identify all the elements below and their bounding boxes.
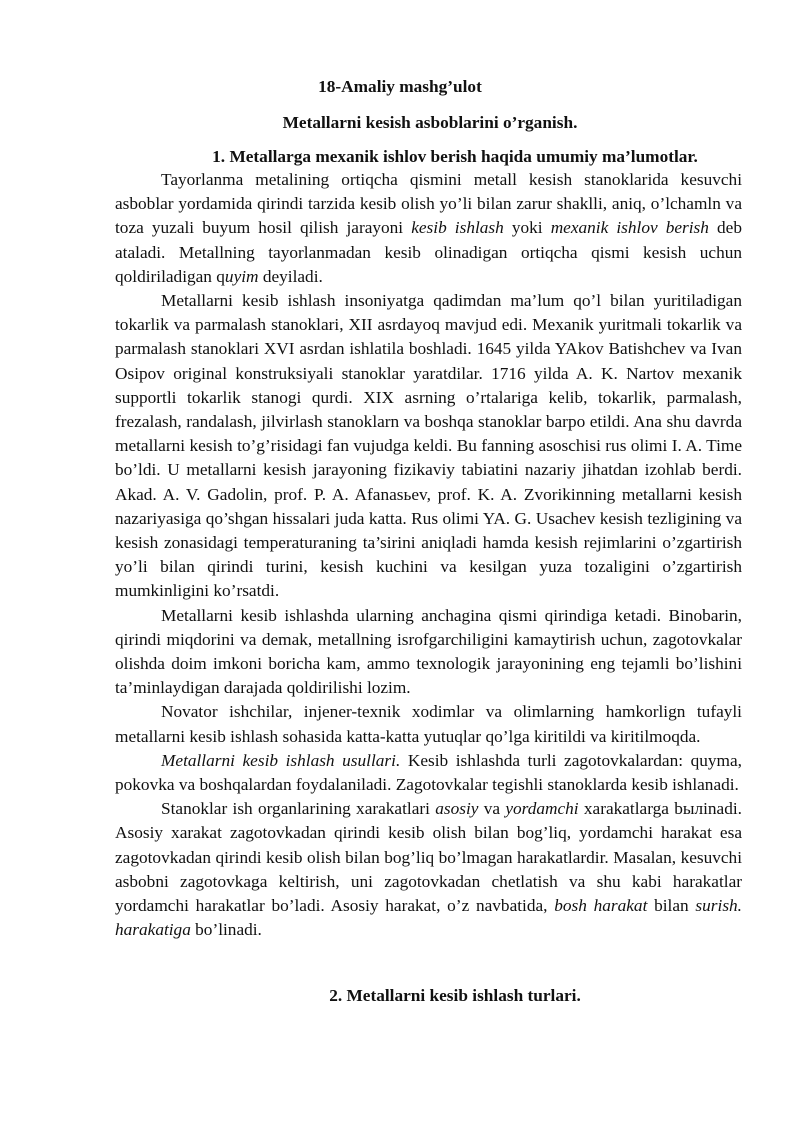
section-2-heading: 2. Metallarni kesib ishlash turlari. (329, 986, 581, 1005)
paragraph-3: Metallarni kesib ishlashda ularning anchagina qismi qirindiga ketadi. Binobarin, qirindi miqdorini va demak, metallning isrofgarchiligini kamaytirish uchun, zagotovkalar olishda doim imkoni boricha kam, ammo texnologik jarayonining eng tejamli bo’lishini ta’minlaydigan darajada qoldirilishi lozim. (115, 605, 742, 698)
paragraph-5 (115, 749, 742, 797)
term-uyim: uyim (224, 266, 259, 286)
p6-text-g: bilan (647, 896, 696, 916)
paragraph-2: Metallarni kesib ishlash insoniyatga qadimdan ma’lum qo’l bilan yuritiladigan tokarlik va parmalash stanoklari, XII asrdayoq mavjud edi. Mexanik yuritmali tokarlik va parmalash stanoklari XVI asrdan ishlatila boshladi. 1645 yilda YAkov Batishchev va Ivan Osipov original konstruksiyali stanoklar yaratdilar. 1716 yilda A. K. Nartov mexanik supportli tokarlik stanogi qurdi. XIX asrning o’rtalariga kelib, tokarlik, parmalash, frezalash, randalash, jilvirlash stanoklarn va boshqa stanoklar barpo etildi. Ana shu davrda metallarni kesish to’g’risidagi fan vujudga keldi. Bu fanning asoschisi rus olimi I. A. Time bo’ldi. U metallarni kesish jarayoning fizikaviy tabiatini nazariy jihatdan izohlab berdi. Akad. A. V. Gadolin, prof. P. A. Afanasьev, prof. K. A. Zvorikinning metallarni kesish nazariyasiga qo’shgan hissalari juda katta. Rus olimi YA. G. Usachev kesish tezligining va kesish zonasidagi temperaturaning ta’sirini aniqladi hamda kesish rejimlarini o’zgartirish yo’li bilan qirindi turini, kesish kuchini va kesilgan yuza tozaligini o’zgartirish mumkinligini ko’rsatdi. (115, 291, 742, 601)
term-kesib-ishlash-usullari: Metallarni kesib ishlash usullari. (161, 750, 401, 770)
term-surish-harakatiga: surish. harakatiga (115, 896, 743, 940)
p6-text-c: va (478, 799, 506, 819)
paragraph-6 (115, 797, 742, 942)
paragraph-4: Novator ishchilar, injener-texnik xodimlar va olimlarning hamkorlign tufayli metallarni kesib ishlash sohasida katta-katta yutuqlar qo’lga kiritildi va kiritilmoqda. (115, 702, 742, 746)
p1-text-g: deyiladi. (258, 266, 323, 286)
p6-text-a: Stanoklar ish organlarining xarakatlari (161, 799, 436, 819)
term-mexanik-ishlov-berish: mexanik ishlov berish (550, 218, 709, 238)
lesson-title: 18-Amaliy mashg’ulot (318, 77, 482, 96)
term-yordamchi: yordamchi (505, 799, 579, 819)
p5-text-b: Kesib ishlashda turli zagotovkalardan: quyma, pokovka va boshqalardan foydalaniladi. Zagotovkalar tegishli stanoklarda kesib ishlanadi. (115, 750, 742, 795)
p1-text-c: yoki (503, 218, 551, 238)
p6-text-i: bo’linadi. (190, 920, 262, 940)
p1-text-e: deb ataladi. Metallning tayorlanmadan kesib olinadigan ortiqcha qismi kesish uchun qoldiriladigan q (115, 218, 742, 286)
section-1-heading: 1. Metallarga mexanik ishlov berish haqida umumiy ma’lumotlar. (212, 147, 698, 166)
p1-text-a: Tayorlanma metalining ortiqcha qismini metall kesish stanoklarida kesuvchi asboblar yordamida qirindi tarzida kesib olish yo’li bilan zarur shaklli, aniq, o’lchamln va toza yuzali buyum hosil qilish jarayoni (115, 170, 742, 238)
term-kesib-ishlash: kesib ishlash (411, 218, 504, 238)
term-asosiy: asosiy (435, 799, 479, 819)
term-bosh-harakat: bosh harakat (554, 896, 648, 916)
p6-text-e: xarakatlarga bылinadi. Asosiy xarakat zagotovkadan qirindi kesib olish bilan bog’liq, yordamchi harakat esa zagotovkadan qirindi kesib olish bilan bog’liq bo’lmagan harakatlardir. Masalan, kesuvchi asbobni zagotovkaga keltirish, uni zagotovkadan chetlatish va shu kabi harakatlar yordamchi harakatlar bo’ladi. Asosiy harakat, o’z navbatida, (115, 799, 742, 916)
body-text (115, 168, 742, 943)
topic-title: Metallarni kesish asboblarini o’rganish. (282, 113, 578, 132)
paragraph-1 (115, 168, 742, 289)
